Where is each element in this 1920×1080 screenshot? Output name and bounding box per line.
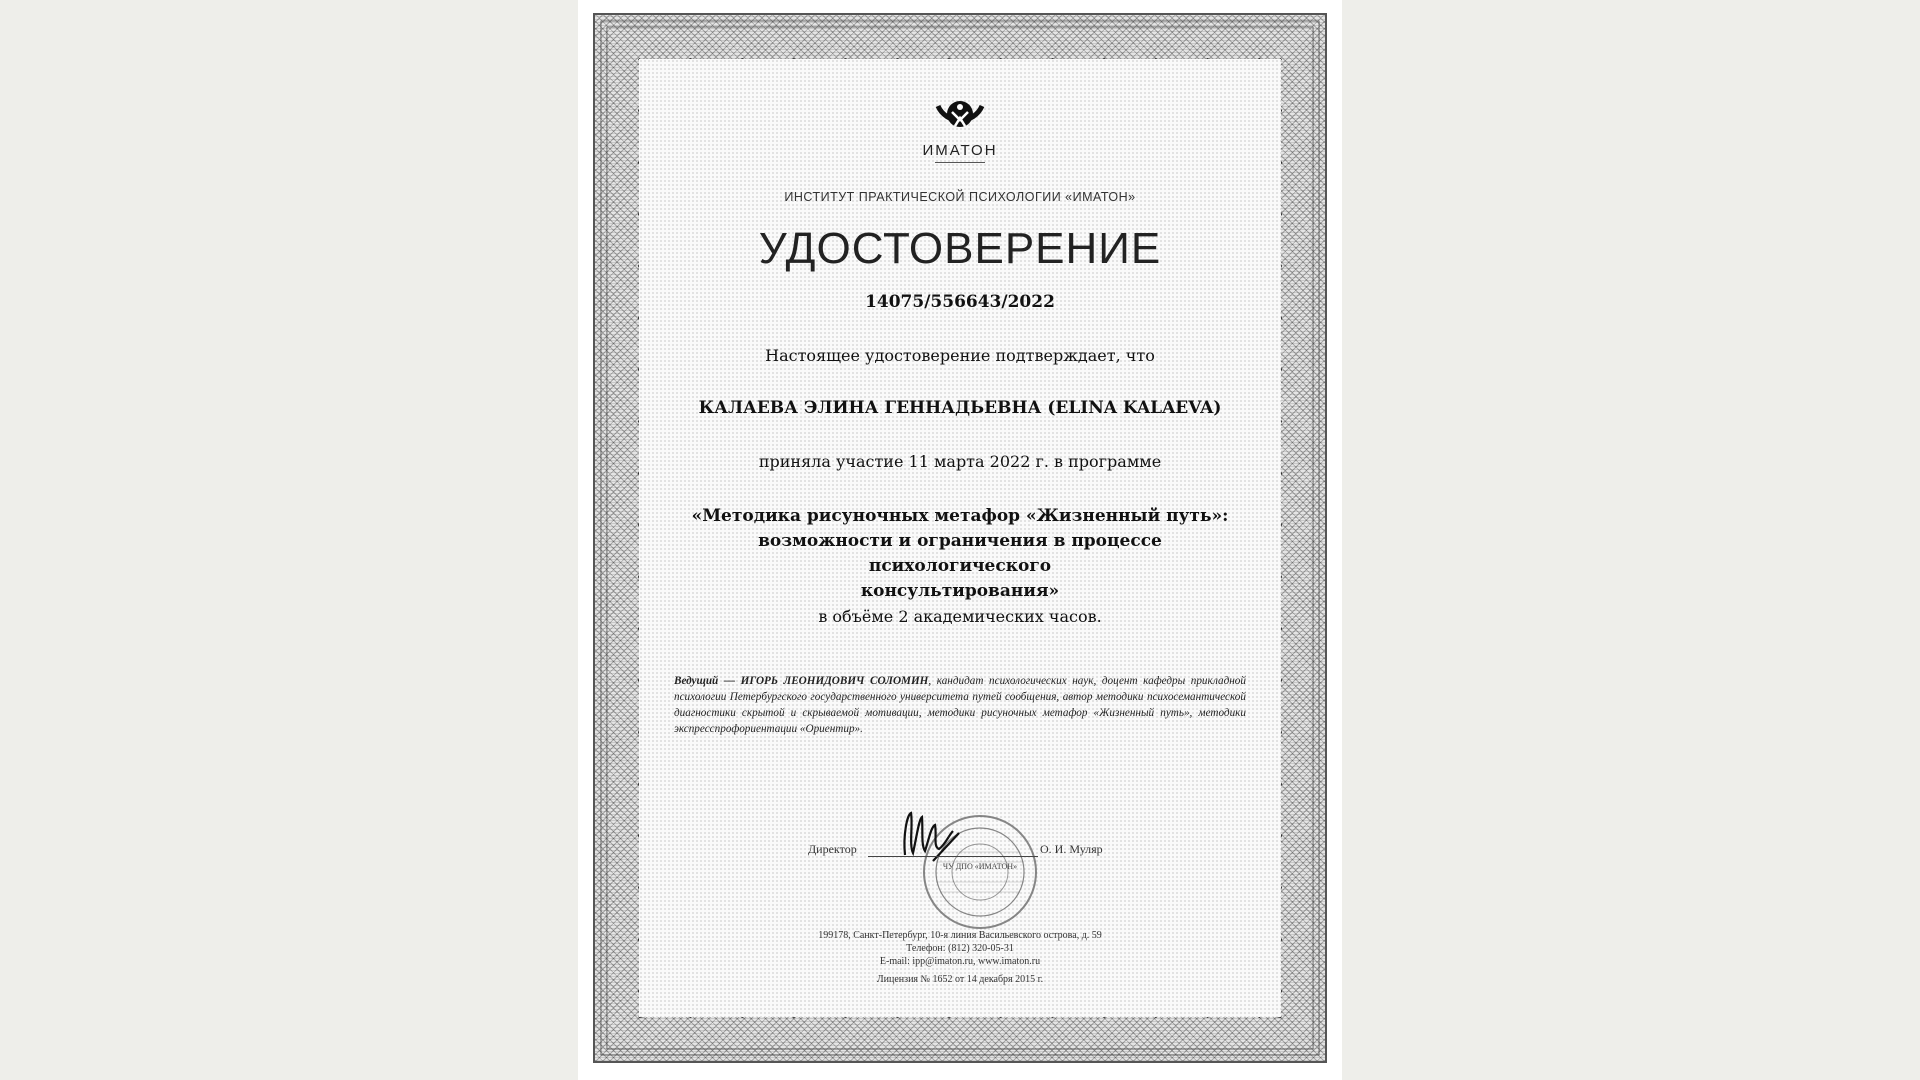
stamp-text: ЧУ ДПО «ИМАТОН»: [942, 862, 1018, 871]
footer-address: 199178, Санкт-Петербург, 10-я линия Васильевского острова, д. 59: [818, 930, 1102, 941]
intro-text: Настоящее удостоверение подтверждает, что: [765, 346, 1155, 365]
program-title-line: консультирования»: [860, 581, 1060, 601]
participation-text: приняла участие 11 марта 2022 г. в программе: [758, 452, 1162, 471]
signature-label: Директор: [808, 842, 857, 856]
presenter-name: Ведущий — ИГОРЬ ЛЕОНИДОВИЧ СОЛОМИН: [674, 675, 929, 687]
recipient-name: КАЛАЕВА ЭЛИНА ГЕННАДЬЕВНА (ELINA KALAEVA): [698, 398, 1222, 418]
program-title-line: «Методика рисуночных метафор «Жизненный путь»:: [691, 506, 1229, 526]
imaton-logo: [900, 100, 1020, 163]
institute-name: ИНСТИТУТ ПРАКТИЧЕСКОЙ ПСИХОЛОГИИ «ИМАТОН»: [784, 190, 1136, 204]
signature-line: [868, 856, 1038, 857]
footer-email: E-mail: ipp@imaton.ru, www.imaton.ru: [879, 956, 1041, 967]
document-title: УДОСТОВЕРЕНИЕ: [758, 224, 1162, 273]
footer-license: Лицензия № 1652 от 14 декабря 2015 г.: [876, 974, 1044, 985]
program-title-line: возможности и ограничения в процессе психологического: [758, 531, 1162, 576]
signatory-name: О. И. Муляр: [1040, 842, 1103, 856]
presenter-info: [674, 673, 1246, 737]
program-title: [680, 504, 1240, 604]
footer-phone: Телефон: (812) 320-05-31: [906, 943, 1014, 954]
hours-volume: в объёме 2 академических часов.: [818, 607, 1102, 626]
presenter-description: , кандидат психологических наук, доцент кафедры прикладной психологии Петербургского государственного университета путей сообщения, автор методики психосемантической диагностики скрытой и скрываемой мотивации, методики рисуночных метафор «Жизненный путь», методики экспресспрофориентации «Ориентир».: [674, 675, 1246, 735]
logo-underline: [935, 162, 985, 163]
certificate-number: 14075/556643/2022: [865, 292, 1055, 312]
imaton-emblem-icon: [934, 100, 986, 140]
logo-wordmark: ИМАТОН: [922, 142, 998, 159]
